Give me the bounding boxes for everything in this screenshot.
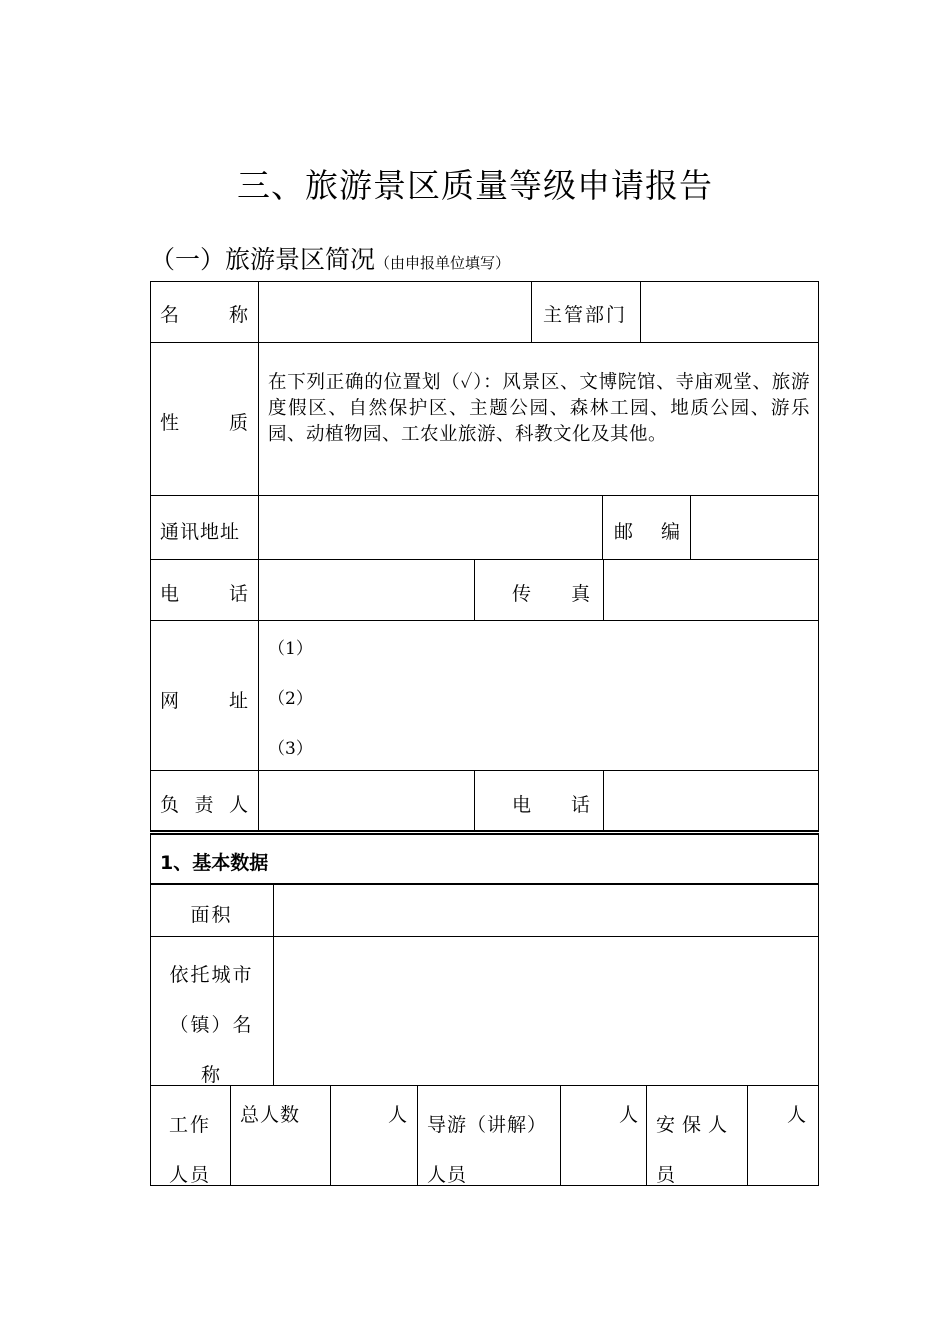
website-item-1[interactable]: （1） (268, 639, 313, 659)
postcode-label-char: 编 (660, 521, 680, 543)
guide-staff-unit[interactable]: 人 (618, 1104, 638, 1126)
city-label-line: 称 (200, 1064, 222, 1086)
fax-label-char: 真 (570, 583, 590, 605)
responsible-person-label (160, 790, 248, 817)
total-staff-label: 总人数 (240, 1104, 301, 1126)
responsible-phone-label-char: 电 (512, 794, 532, 816)
guide-staff-label (427, 1100, 547, 1200)
website-label (160, 686, 248, 713)
website-label-char: 址 (228, 690, 248, 712)
security-staff-label (656, 1100, 734, 1200)
website-item-3[interactable]: （3） (268, 739, 313, 759)
responsible-phone-label-char: 话 (570, 794, 590, 816)
fax-label (512, 579, 590, 606)
postcode-label (614, 517, 680, 544)
area-field[interactable] (274, 884, 818, 936)
staff-label (150, 1100, 230, 1200)
address-label: 通讯地址 (160, 521, 241, 543)
section-heading-text: （一）旅游景区简况 (150, 245, 376, 274)
fax-label-char: 传 (512, 583, 532, 605)
supervising-dept-field[interactable] (641, 282, 818, 342)
basic-data-heading: 1、基本数据 (160, 852, 269, 874)
responsible-label-char: 责 (194, 794, 214, 816)
total-staff-unit[interactable]: 人 (387, 1104, 407, 1126)
supervising-dept-label: 主管部门 (543, 304, 628, 326)
area-label: 面积 (190, 904, 233, 926)
staff-label-line: 人员 (168, 1164, 211, 1186)
responsible-person-field[interactable] (259, 771, 474, 830)
section-heading (150, 240, 510, 276)
name-label (160, 300, 248, 327)
address-field[interactable] (259, 496, 602, 559)
responsible-phone-label (512, 790, 590, 817)
phone-label-char: 话 (228, 583, 248, 605)
nature-instructions[interactable]: 在下列正确的位置划（✓）：风景区、文博院馆、寺庙观堂、旅游度假区、自然保护区、主题公园、森林工园、地质公园、游乐园、动植物园、工农业旅游、科教文化及其他。 (268, 372, 810, 445)
page-title: 三、旅游景区质量等级申请报告 (237, 166, 713, 205)
name-label-char: 称 (228, 304, 248, 326)
website-label-char: 网 (160, 690, 180, 712)
city-label-line: （镇）名 (169, 1014, 254, 1036)
phone-label-char: 电 (160, 583, 180, 605)
name-value-field[interactable] (259, 282, 531, 342)
responsible-label-char: 负 (160, 794, 180, 816)
name-label-char: 名 (160, 304, 180, 326)
city-field[interactable] (274, 937, 818, 1085)
staff-label-line: 工作 (168, 1114, 211, 1136)
security-label-line: 安保人 (656, 1114, 735, 1136)
security-staff-unit[interactable]: 人 (786, 1104, 806, 1126)
postcode-label-char: 邮 (614, 521, 634, 543)
responsible-phone-field[interactable] (604, 771, 818, 830)
nature-label-char: 质 (228, 412, 248, 434)
fax-field[interactable] (604, 560, 818, 620)
nature-label-char: 性 (160, 412, 180, 434)
phone-field[interactable] (259, 560, 474, 620)
city-label-line: 依托城市 (169, 964, 254, 986)
postcode-field[interactable] (691, 496, 818, 559)
website-item-2[interactable]: （2） (268, 689, 313, 709)
responsible-label-char: 人 (228, 794, 248, 816)
guide-label-line: 导游（讲解） (427, 1114, 548, 1136)
city-label (150, 950, 273, 1100)
section-heading-note: （由申报单位填写） (375, 254, 511, 272)
security-label-line: 员 (656, 1164, 683, 1186)
phone-label (160, 579, 248, 606)
nature-label (160, 408, 248, 435)
guide-label-line: 人员 (427, 1164, 468, 1186)
